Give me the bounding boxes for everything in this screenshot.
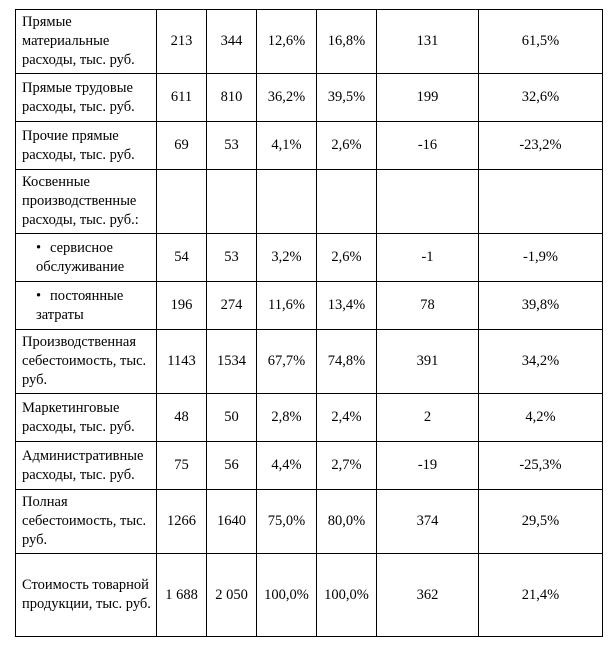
table-row	[16, 442, 603, 490]
table-cell: 2,8%	[257, 394, 317, 442]
table-cell	[377, 170, 479, 234]
table-cell: 391	[377, 330, 479, 394]
table-cell: 611	[157, 74, 207, 122]
table-cell: 32,6%	[479, 74, 603, 122]
table-cell: 2,6%	[317, 122, 377, 170]
row-label	[16, 282, 157, 330]
bullet-icon: •	[36, 239, 42, 256]
table-cell: 1266	[157, 490, 207, 554]
table-cell: 78	[377, 282, 479, 330]
table-cell: 74,8%	[317, 330, 377, 394]
table-cell: 69	[157, 122, 207, 170]
row-label: Административные расходы, тыс. руб.	[16, 442, 157, 490]
table-row	[16, 394, 603, 442]
table-cell: 4,1%	[257, 122, 317, 170]
table-row	[16, 490, 603, 554]
row-label: Производственная себестоимость, тыс. руб.	[16, 330, 157, 394]
table-cell: 2 050	[207, 554, 257, 637]
table-cell: -25,3%	[479, 442, 603, 490]
table-cell: 196	[157, 282, 207, 330]
table-cell: -19	[377, 442, 479, 490]
table-cell: 53	[207, 234, 257, 282]
table-cell: 56	[207, 442, 257, 490]
row-label: Полная себестоимость, тыс. руб.	[16, 490, 157, 554]
table-cell: -1	[377, 234, 479, 282]
table-cell	[207, 170, 257, 234]
table-cell: 810	[207, 74, 257, 122]
table-cell: 344	[207, 10, 257, 74]
table-cell	[257, 170, 317, 234]
table-row	[16, 74, 603, 122]
table-row	[16, 554, 603, 637]
table-cell: 2,4%	[317, 394, 377, 442]
table-cell: 131	[377, 10, 479, 74]
row-label: Прямые материальные расходы, тыс. руб.	[16, 10, 157, 74]
cost-structure-table	[15, 9, 603, 637]
row-label-text: постоянные затраты	[36, 287, 124, 323]
table-row	[16, 10, 603, 74]
table-cell: 374	[377, 490, 479, 554]
table-cell: 11,6%	[257, 282, 317, 330]
table-cell: 2	[377, 394, 479, 442]
table-cell: -1,9%	[479, 234, 603, 282]
table-cell: 36,2%	[257, 74, 317, 122]
table-cell: 199	[377, 74, 479, 122]
table-cell: 48	[157, 394, 207, 442]
table-cell: 13,4%	[317, 282, 377, 330]
table-cell: 61,5%	[479, 10, 603, 74]
table-cell: 12,6%	[257, 10, 317, 74]
table-row	[16, 122, 603, 170]
table-cell: 100,0%	[317, 554, 377, 637]
table-cell: 1143	[157, 330, 207, 394]
row-label: Косвенные производственные расходы, тыс. руб.:	[16, 170, 157, 234]
table-cell: -23,2%	[479, 122, 603, 170]
table-cell: 16,8%	[317, 10, 377, 74]
table-cell: 1534	[207, 330, 257, 394]
table-cell: 1 688	[157, 554, 207, 637]
row-label	[16, 234, 157, 282]
table-cell: 3,2%	[257, 234, 317, 282]
table-cell: 39,8%	[479, 282, 603, 330]
table-row	[16, 234, 603, 282]
table-cell: 29,5%	[479, 490, 603, 554]
table-cell: 213	[157, 10, 207, 74]
table-cell: 34,2%	[479, 330, 603, 394]
table-cell	[479, 170, 603, 234]
table-cell: 75,0%	[257, 490, 317, 554]
table-cell: 54	[157, 234, 207, 282]
row-label: Прямые трудовые расходы, тыс. руб.	[16, 74, 157, 122]
table-cell: 2,6%	[317, 234, 377, 282]
table-cell: 4,2%	[479, 394, 603, 442]
table-cell: 80,0%	[317, 490, 377, 554]
table-cell: 67,7%	[257, 330, 317, 394]
table-row	[16, 170, 603, 234]
table-cell: 2,7%	[317, 442, 377, 490]
table-cell: 50	[207, 394, 257, 442]
table-cell	[157, 170, 207, 234]
table-cell: 362	[377, 554, 479, 637]
table-cell: 39,5%	[317, 74, 377, 122]
table-cell: -16	[377, 122, 479, 170]
row-label: Стоимость товарной продукции, тыс. руб.	[16, 554, 157, 637]
table-cell	[317, 170, 377, 234]
table-row	[16, 282, 603, 330]
row-label: Прочие прямые расходы, тыс. руб.	[16, 122, 157, 170]
row-label: Маркетинговые расходы, тыс. руб.	[16, 394, 157, 442]
table-row	[16, 330, 603, 394]
table-cell: 53	[207, 122, 257, 170]
table-cell: 274	[207, 282, 257, 330]
table-cell: 21,4%	[479, 554, 603, 637]
bullet-icon: •	[36, 287, 42, 304]
table-cell: 100,0%	[257, 554, 317, 637]
table-cell: 4,4%	[257, 442, 317, 490]
table-cell: 75	[157, 442, 207, 490]
row-label-text: сервисное обслуживание	[36, 239, 125, 275]
table-cell: 1640	[207, 490, 257, 554]
